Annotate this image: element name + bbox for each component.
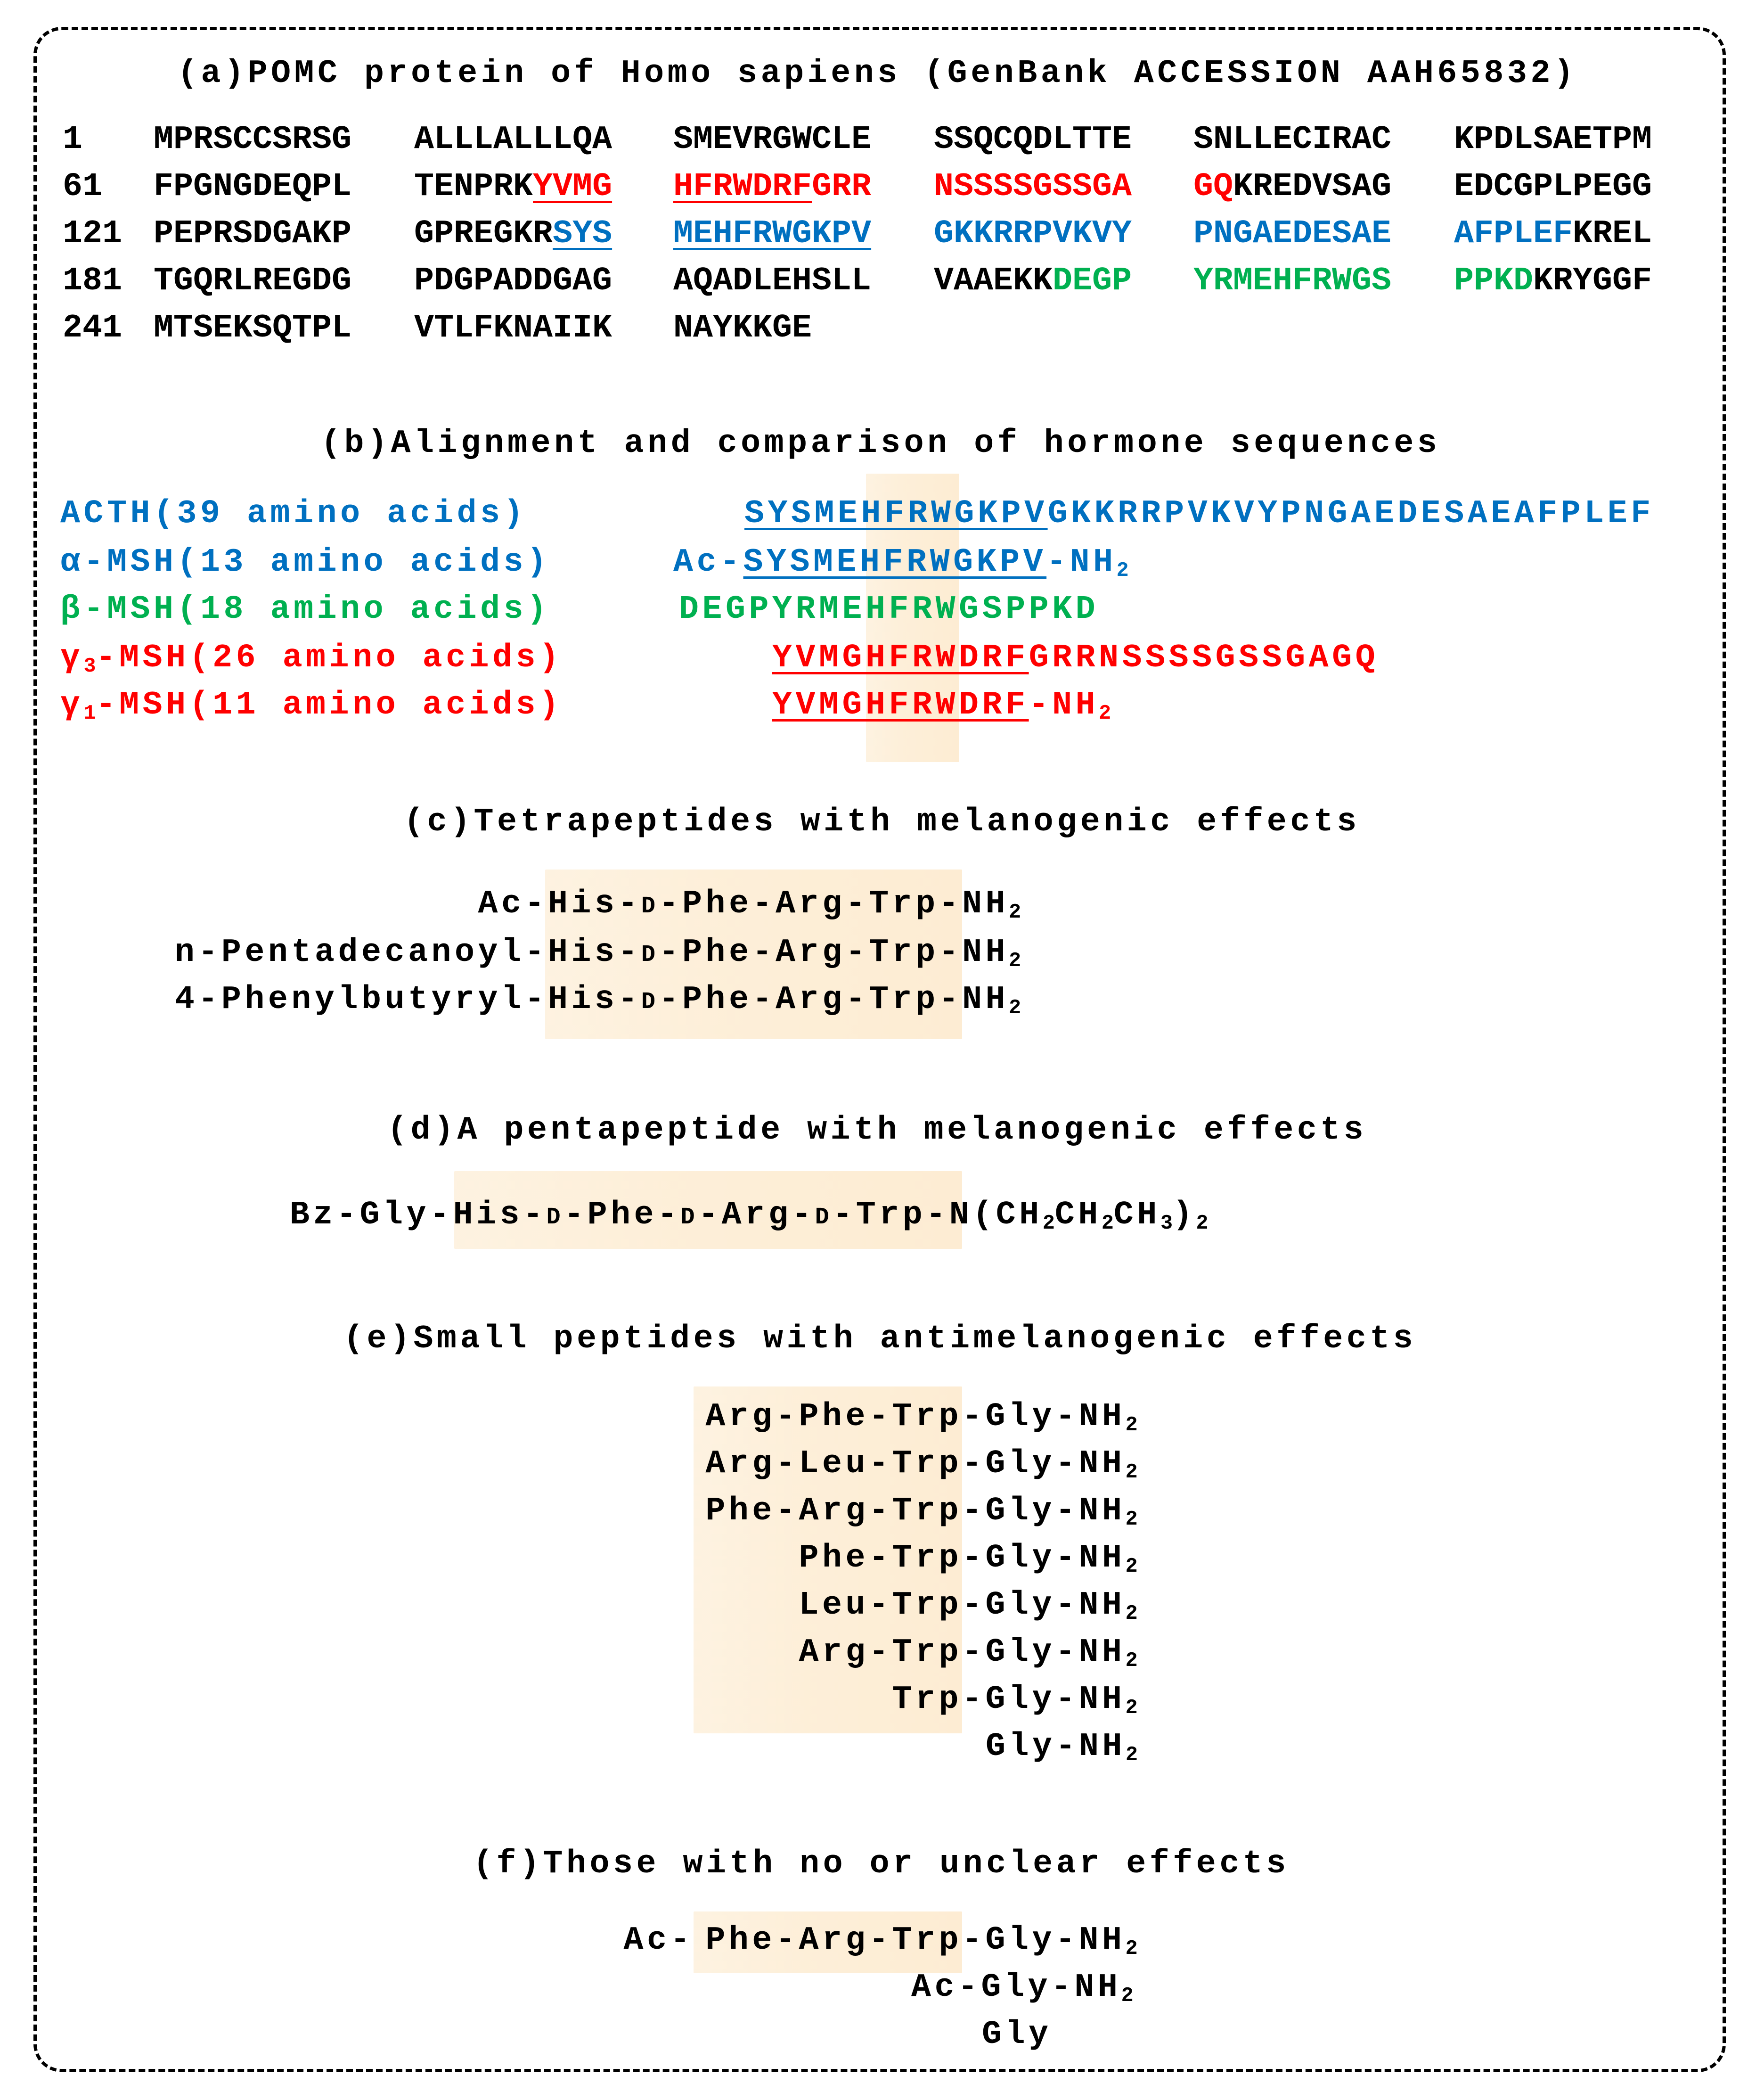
peptide-end: $-Gly-NH_2$ xyxy=(962,1540,1138,1578)
peptide-end: $Ac-Gly-NH_2$ xyxy=(911,1969,1134,2008)
beta-msh-segment: PPKD xyxy=(1454,262,1534,300)
gamma1-msh-sequence: YVMGHFRWDRF-$NH_2$ xyxy=(772,687,1111,725)
sequence-block: TGQRLREGDG xyxy=(154,262,352,300)
acth-block: PNGAEDESAE xyxy=(1193,215,1392,253)
row-number: 181 xyxy=(63,262,122,300)
acth-sequence xyxy=(744,495,1654,533)
sequence-block: NAYKKGE xyxy=(673,310,812,347)
peptide-core: Phe-Arg-Trp xyxy=(705,1493,962,1530)
sequence-black: GPREGKR xyxy=(414,215,553,253)
peptide-prefix: Ac- xyxy=(478,886,548,923)
row-number: 121 xyxy=(63,215,122,253)
peptide-core: Arg-Trp xyxy=(799,1634,962,1671)
gamma-msh-segment: YVMG xyxy=(533,168,612,205)
gamma3-msh-label: $\gamma_3-MSH(26$ amino acids) xyxy=(60,640,563,678)
sequence-black: KREDVSAG xyxy=(1233,168,1392,205)
greek-gamma: γ xyxy=(60,687,84,724)
sequence-black: KRYGGF xyxy=(1533,262,1652,300)
acth-rest: GKKRRPVKVYPNGAEDESAEAFPLEF xyxy=(1047,495,1654,533)
sequence-block: FPGNGDEQPL xyxy=(154,168,352,205)
section-a-title: (a)POMC protein of Homo sapiens (GenBank ACCESSION AAH65832) xyxy=(178,55,1577,92)
sequence-block: EDCGPLPEGG xyxy=(1454,168,1652,205)
sequence-block-mixed xyxy=(1193,168,1392,205)
peptide-end: $-Gly-NH_2$ xyxy=(962,1681,1138,1720)
beta-msh-block: YRMEHFRWGS xyxy=(1193,262,1392,300)
peptide-end: Gly-$NH_2$ xyxy=(986,1728,1138,1767)
row-number: 61 xyxy=(63,168,103,205)
row-number: 241 xyxy=(63,310,122,347)
tetrapeptide: His-$D-Phe-Arg-Trp-NH_2$ xyxy=(548,934,1021,973)
alpha-msh-segment: SYS xyxy=(553,215,612,253)
alpha-msh-label: α-MSH(13 amino acids) xyxy=(60,544,550,581)
peptide-core: Trp xyxy=(892,1681,962,1718)
greek-beta: β xyxy=(60,591,84,628)
gamma3-msh-block: NSSSSGSSGA xyxy=(934,168,1132,205)
peptide-core: Phe-Trp xyxy=(799,1540,962,1577)
peptide-end: $-Gly-NH_2$ xyxy=(962,1445,1138,1484)
peptide-core: Phe-Arg-Trp xyxy=(705,1922,962,1959)
section-c-title: (c)Tetrapeptides with melanogenic effects xyxy=(404,804,1360,841)
sequence-block-mixed xyxy=(934,262,1132,300)
sequence-block: PEPRSDGAKP xyxy=(154,215,352,253)
peptide-end: $-Gly-NH_2$ xyxy=(962,1398,1138,1437)
acth-label: ACTH(39 amino acids) xyxy=(60,495,527,533)
sequence-block: KPDLSAETPM xyxy=(1454,121,1652,158)
peptide-prefix: n-Pentadecanoyl- xyxy=(174,934,548,971)
acth-segment: AFPLEF xyxy=(1454,215,1573,253)
section-f-title: (f)Those with no or unclear effects xyxy=(473,1846,1290,1883)
beta-msh-label: β-MSH(18 amino acids) xyxy=(60,591,550,628)
sequence-block: VTLFKNAIIK xyxy=(414,310,612,347)
tetrapeptide: His-$D-Phe-Arg-Trp-NH_2$ xyxy=(548,981,1021,1020)
section-d-title: (d)A pentapeptide with melanogenic effects xyxy=(387,1112,1367,1149)
sequence-block: SMEVRGWCLE xyxy=(673,121,872,158)
peptide-end: $-Gly-NH_2$ xyxy=(962,1493,1138,1531)
sequence-block: AQADLEHSLL xyxy=(673,262,872,300)
acth-block: GKKRRPVKVY xyxy=(934,215,1132,253)
peptide-prefix: Ac- xyxy=(623,1922,694,1959)
sequence-block: MTSEKSQTPL xyxy=(154,310,352,347)
sequence-block: ALLLALLLQA xyxy=(414,121,612,158)
sequence-black: KREL xyxy=(1573,215,1652,253)
sequence-block: SSQCQDLTTE xyxy=(934,121,1132,158)
sequence-black: VAAEKK xyxy=(934,262,1053,300)
pentapeptide: $Bz-Gly-His-D-Phe-D-Arg-D-Trp-N(CH_2CH_2CH_3)_2$ xyxy=(290,1197,1209,1235)
tetrapeptide: His-$D-Phe-Arg-Trp-NH_2$ xyxy=(548,886,1021,924)
sequence-block: PDGPADDGAG xyxy=(414,262,612,300)
peptide-core: Arg-Phe-Trp xyxy=(705,1398,962,1436)
section-e-title: (e)Small peptides with antimelanogenic effects xyxy=(343,1321,1417,1358)
acth-alpha-msh-region: SYSMEHFRWGKPV xyxy=(744,495,1048,533)
peptide-end: $-Gly-NH_2$ xyxy=(962,1634,1138,1673)
beta-msh-segment: DEGP xyxy=(1053,262,1132,300)
alpha-msh-block: MEHFRWGKPV xyxy=(673,215,872,253)
gamma3-msh-sequence: YVMGHFRWDRFGRRNSSSSGSSGAGQ xyxy=(772,640,1379,677)
peptide-prefix: 4-Phenylbutyryl- xyxy=(174,981,548,1018)
sequence-block-mixed xyxy=(414,168,612,205)
beta-msh-sequence: DEGPYRMEHFRWGSPPKD xyxy=(679,591,1099,628)
sequence-block: MPRSCCSRSG xyxy=(154,121,352,158)
gamma1-msh-label: $\gamma_1-MSH(11$ amino acids) xyxy=(60,687,563,725)
sequence-block-mixed xyxy=(414,215,612,253)
sequence-block-mixed xyxy=(673,168,872,205)
gamma3-msh-segment: GQ xyxy=(1193,168,1233,205)
peptide-end: Gly xyxy=(982,2016,1052,2053)
row-number: 1 xyxy=(63,121,83,158)
sequence-black: TENPRK xyxy=(414,168,533,205)
sequence-block-mixed xyxy=(1454,215,1652,253)
peptide-core: Leu-Trp xyxy=(799,1587,962,1624)
peptide-end: $-Gly-NH_2$ xyxy=(962,1922,1138,1961)
alpha-msh-sequence: $Ac-SYSMEHFRWGKPV-NH_2$ xyxy=(673,544,1129,582)
sequence-block-mixed xyxy=(1454,262,1652,300)
section-b-title: (b)Alignment and comparison of hormone sequences xyxy=(321,425,1441,462)
greek-gamma: γ xyxy=(60,640,84,677)
gamma-msh-segment: HFRWDRF xyxy=(673,168,812,205)
gamma3-msh-segment: GRR xyxy=(812,168,872,205)
peptide-end: $-Gly-NH_2$ xyxy=(962,1587,1138,1625)
sequence-block: SNLLECIRAC xyxy=(1193,121,1392,158)
greek-alpha: α xyxy=(60,544,84,581)
peptide-core: Arg-Leu-Trp xyxy=(705,1445,962,1483)
